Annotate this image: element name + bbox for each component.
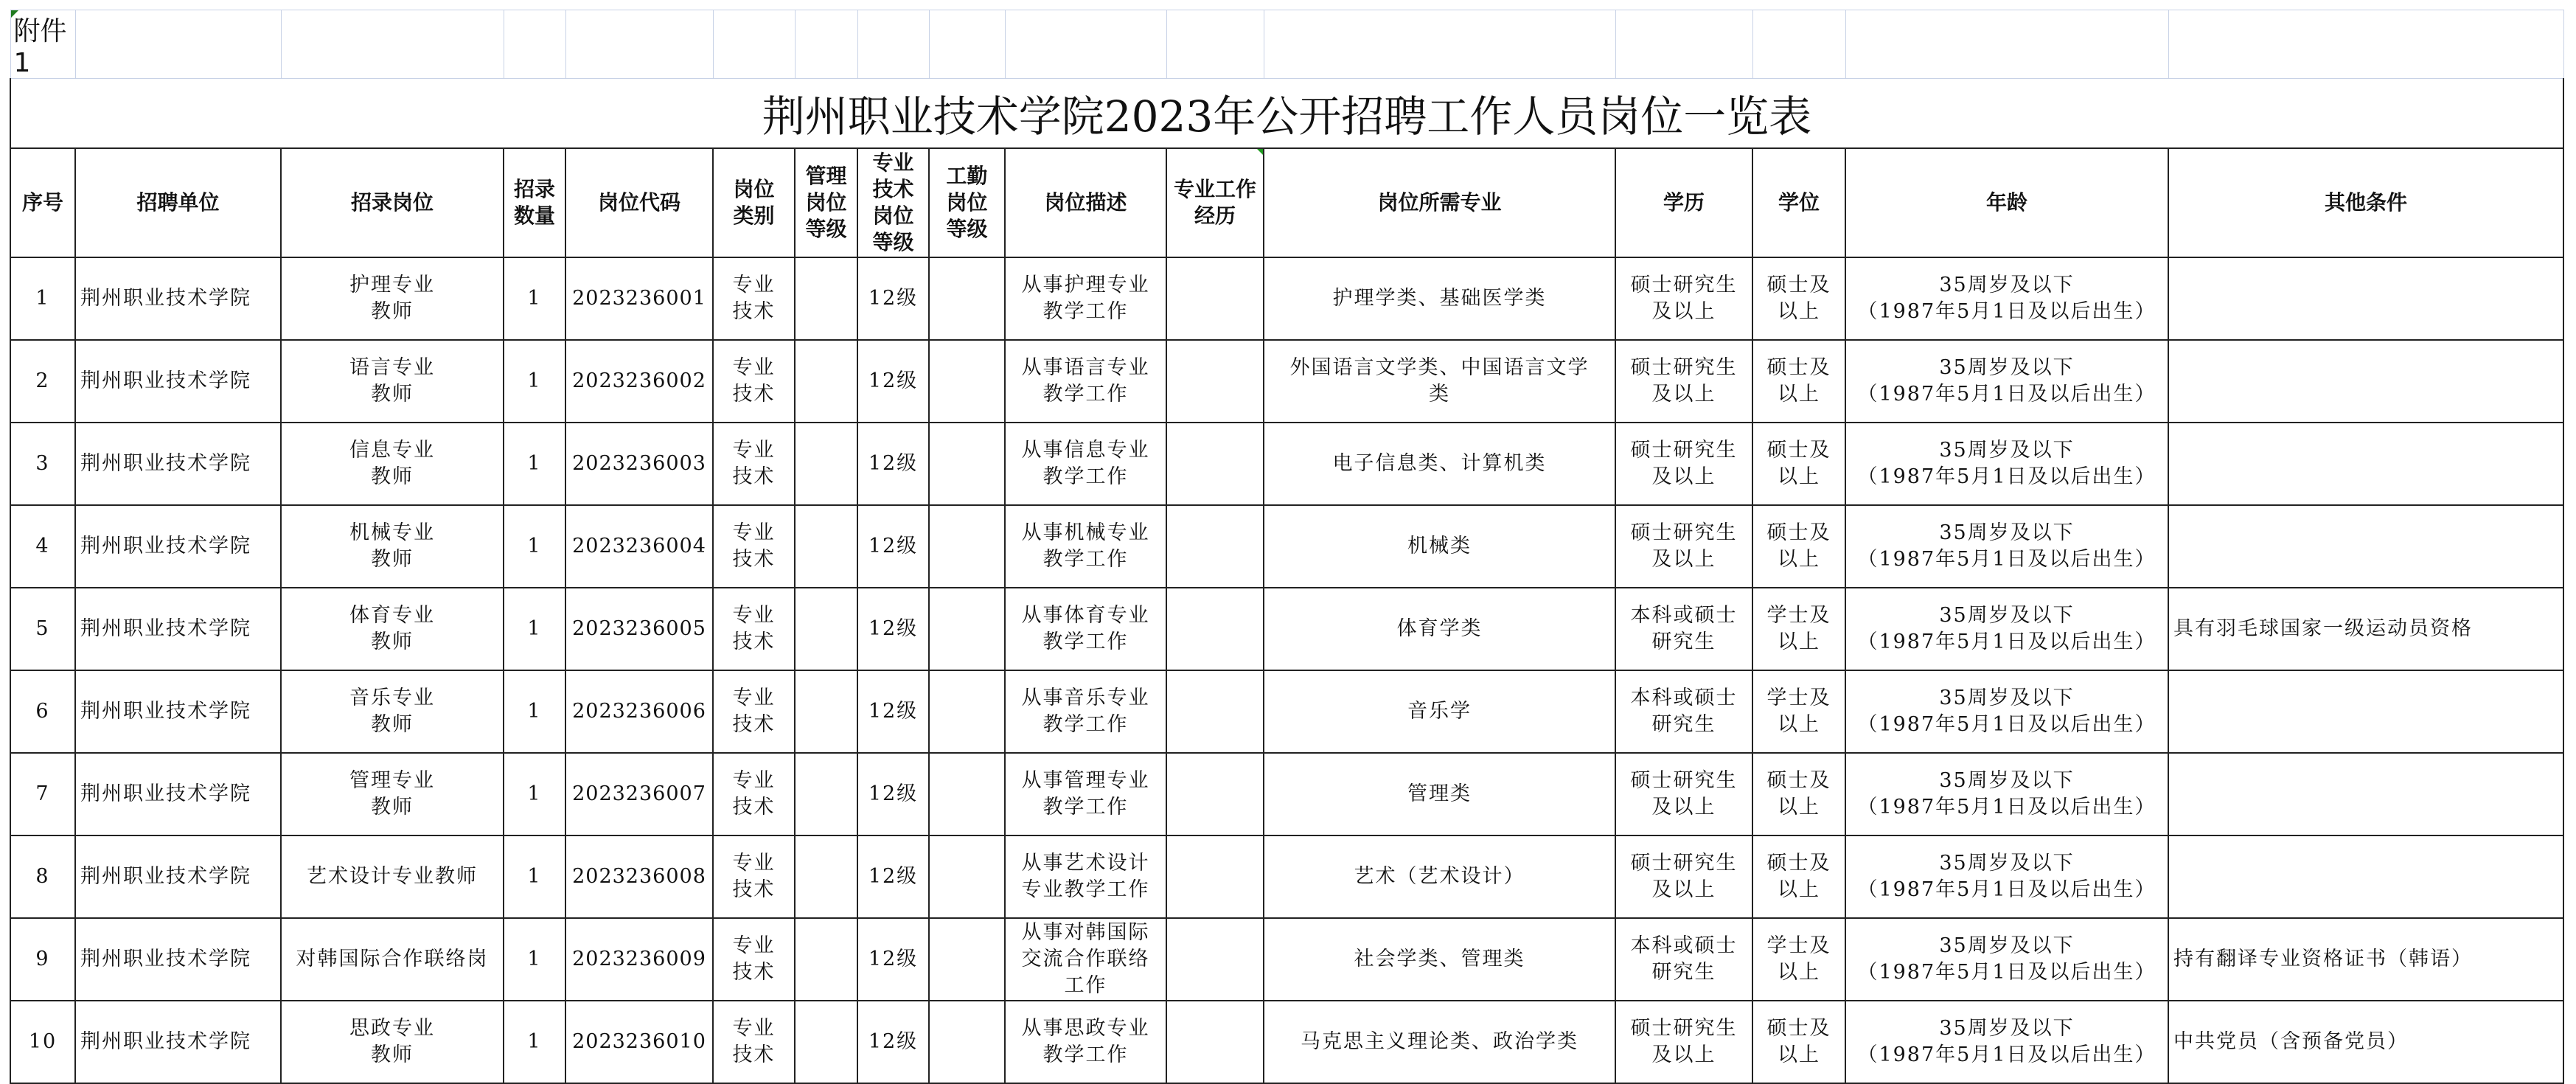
cell-service-level[interactable] <box>929 505 1005 588</box>
cell-degree[interactable]: 学士及 以上 <box>1752 670 1845 753</box>
cell-seq[interactable]: 2 <box>10 340 75 423</box>
cell-education[interactable]: 本科或硕士 研究生 <box>1615 918 1752 1001</box>
cell-quota[interactable]: 1 <box>504 257 565 340</box>
cell-seq[interactable]: 8 <box>10 835 75 918</box>
cell-code[interactable]: 2023236009 <box>565 918 713 1001</box>
header-category[interactable]: 岗位 类别 <box>713 148 795 257</box>
header-service-level[interactable]: 工勤 岗位 等级 <box>929 148 1005 257</box>
cell-unit[interactable]: 荆州职业技术学院 <box>75 588 281 670</box>
cell-degree[interactable]: 硕士及 以上 <box>1752 340 1845 423</box>
cell-degree[interactable]: 硕士及 以上 <box>1752 835 1845 918</box>
cell-education[interactable]: 硕士研究生 及以上 <box>1615 1001 1752 1083</box>
cell-seq[interactable]: 4 <box>10 505 75 588</box>
cell-description[interactable]: 从事艺术设计 专业教学工作 <box>1005 835 1166 918</box>
header-row <box>10 148 2563 257</box>
cell-education[interactable]: 硕士研究生 及以上 <box>1615 257 1752 340</box>
sheet-title[interactable]: 荆州职业技术学院2023年公开招聘工作人员岗位一览表 <box>10 79 2563 148</box>
cell-code[interactable]: 2023236004 <box>565 505 713 588</box>
cell-major[interactable]: 管理类 <box>1264 753 1615 835</box>
cell-position[interactable]: 管理专业 教师 <box>281 753 504 835</box>
table-row <box>10 257 2563 340</box>
cell-quota[interactable]: 1 <box>504 835 565 918</box>
cell-experience[interactable] <box>1166 505 1264 588</box>
header-tech-level[interactable]: 专业 技术 岗位 等级 <box>857 148 929 257</box>
cell-code[interactable]: 2023236003 <box>565 423 713 505</box>
header-major[interactable]: 岗位所需专业 <box>1264 148 1615 257</box>
cell-other[interactable] <box>2168 340 2563 423</box>
cell-category[interactable]: 专业 技术 <box>713 918 795 1001</box>
header-experience[interactable]: 专业工作 经历 <box>1166 148 1264 257</box>
cell-major[interactable]: 体育学类 <box>1264 588 1615 670</box>
cell-other[interactable]: 持有翻译专业资格证书（韩语） <box>2168 918 2563 1001</box>
cell-category[interactable]: 专业 技术 <box>713 340 795 423</box>
cell-education[interactable]: 硕士研究生 及以上 <box>1615 753 1752 835</box>
cell-other[interactable]: 具有羽毛球国家一级运动员资格 <box>2168 588 2563 670</box>
table-row <box>10 918 2563 1001</box>
header-description[interactable]: 岗位描述 <box>1005 148 1166 257</box>
cell-description[interactable]: 从事管理专业 教学工作 <box>1005 753 1166 835</box>
cell-seq[interactable]: 3 <box>10 423 75 505</box>
cell-tech-level[interactable]: 12级 <box>857 835 929 918</box>
cell-tech-level[interactable]: 12级 <box>857 588 929 670</box>
header-quota[interactable]: 招录 数量 <box>504 148 565 257</box>
cell-seq[interactable]: 1 <box>10 257 75 340</box>
cell-position[interactable]: 机械专业 教师 <box>281 505 504 588</box>
cell-other[interactable] <box>2168 670 2563 753</box>
table-row <box>10 505 2563 588</box>
cell-position[interactable]: 思政专业 教师 <box>281 1001 504 1083</box>
table-row <box>10 423 2563 505</box>
cell-tech-level[interactable]: 12级 <box>857 257 929 340</box>
cell-education[interactable]: 硕士研究生 及以上 <box>1615 423 1752 505</box>
cell-quota[interactable]: 1 <box>504 670 565 753</box>
cell-position[interactable]: 音乐专业 教师 <box>281 670 504 753</box>
cell-mgmt-level[interactable] <box>795 588 857 670</box>
cell-degree[interactable]: 硕士及 以上 <box>1752 505 1845 588</box>
cell-code[interactable]: 2023236001 <box>565 257 713 340</box>
cell-service-level[interactable] <box>929 918 1005 1001</box>
cell-education[interactable]: 硕士研究生 及以上 <box>1615 835 1752 918</box>
cell-major[interactable]: 艺术（艺术设计） <box>1264 835 1615 918</box>
cell-position[interactable]: 对韩国际合作联络岗 <box>281 918 504 1001</box>
cell-tech-level[interactable]: 12级 <box>857 505 929 588</box>
cell-mgmt-level[interactable] <box>795 340 857 423</box>
cell-description[interactable]: 从事信息专业 教学工作 <box>1005 423 1166 505</box>
cell-code[interactable]: 2023236007 <box>565 753 713 835</box>
cell-tech-level[interactable]: 12级 <box>857 1001 929 1083</box>
header-degree[interactable]: 学位 <box>1752 148 1845 257</box>
cell-education[interactable]: 硕士研究生 及以上 <box>1615 340 1752 423</box>
cell-category[interactable]: 专业 技术 <box>713 257 795 340</box>
cell-unit[interactable]: 荆州职业技术学院 <box>75 505 281 588</box>
cell-major[interactable]: 社会学类、管理类 <box>1264 918 1615 1001</box>
cell-service-level[interactable] <box>929 1001 1005 1083</box>
cell-mgmt-level[interactable] <box>795 423 857 505</box>
cell-unit[interactable]: 荆州职业技术学院 <box>75 753 281 835</box>
cell-degree[interactable]: 学士及 以上 <box>1752 588 1845 670</box>
cell-other[interactable] <box>2168 505 2563 588</box>
cell-quota[interactable]: 1 <box>504 423 565 505</box>
cell-mgmt-level[interactable] <box>795 505 857 588</box>
cell-age[interactable]: 35周岁及以下 （1987年5月1日及以后出生） <box>1845 257 2168 340</box>
cell-age[interactable]: 35周岁及以下 （1987年5月1日及以后出生） <box>1845 340 2168 423</box>
cell-unit[interactable]: 荆州职业技术学院 <box>75 835 281 918</box>
header-unit[interactable]: 招聘单位 <box>75 148 281 257</box>
cell-service-level[interactable] <box>929 753 1005 835</box>
cell-service-level[interactable] <box>929 423 1005 505</box>
cell-category[interactable]: 专业 技术 <box>713 1001 795 1083</box>
cell-unit[interactable]: 荆州职业技术学院 <box>75 918 281 1001</box>
cell-description[interactable]: 从事护理专业 教学工作 <box>1005 257 1166 340</box>
cell-degree[interactable]: 硕士及 以上 <box>1752 257 1845 340</box>
cell-category[interactable]: 专业 技术 <box>713 588 795 670</box>
cell-seq[interactable]: 7 <box>10 753 75 835</box>
cell-tech-level[interactable]: 12级 <box>857 918 929 1001</box>
cell-mgmt-level[interactable] <box>795 1001 857 1083</box>
cell-quota[interactable]: 1 <box>504 340 565 423</box>
cell-age[interactable]: 35周岁及以下 （1987年5月1日及以后出生） <box>1845 670 2168 753</box>
cell-category[interactable]: 专业 技术 <box>713 670 795 753</box>
cell-quota[interactable]: 1 <box>504 753 565 835</box>
cell-service-level[interactable] <box>929 835 1005 918</box>
cell-age[interactable]: 35周岁及以下 （1987年5月1日及以后出生） <box>1845 505 2168 588</box>
title-row <box>10 79 2563 148</box>
cell-seq[interactable]: 9 <box>10 918 75 1001</box>
cell-age[interactable]: 35周岁及以下 （1987年5月1日及以后出生） <box>1845 918 2168 1001</box>
cell-category[interactable]: 专业 技术 <box>713 505 795 588</box>
cell-experience[interactable] <box>1166 1001 1264 1083</box>
cell-quota[interactable]: 1 <box>504 918 565 1001</box>
cell-category[interactable]: 专业 技术 <box>713 423 795 505</box>
cell-position[interactable]: 艺术设计专业教师 <box>281 835 504 918</box>
cell-description[interactable]: 从事对韩国际 交流合作联络 工作 <box>1005 918 1166 1001</box>
header-education[interactable]: 学历 <box>1615 148 1752 257</box>
header-other[interactable]: 其他条件 <box>2168 148 2563 257</box>
cell-other[interactable] <box>2168 423 2563 505</box>
cell-degree[interactable]: 硕士及 以上 <box>1752 1001 1845 1083</box>
cell-tech-level[interactable]: 12级 <box>857 753 929 835</box>
cell-position[interactable]: 体育专业 教师 <box>281 588 504 670</box>
cell-major[interactable]: 音乐学 <box>1264 670 1615 753</box>
cell-unit[interactable]: 荆州职业技术学院 <box>75 1001 281 1083</box>
cell-code[interactable]: 2023236005 <box>565 588 713 670</box>
cell-experience[interactable] <box>1166 835 1264 918</box>
cell-code[interactable]: 2023236002 <box>565 340 713 423</box>
cell-experience[interactable] <box>1166 670 1264 753</box>
cell-major[interactable]: 护理学类、基础医学类 <box>1264 257 1615 340</box>
cell-age[interactable]: 35周岁及以下 （1987年5月1日及以后出生） <box>1845 753 2168 835</box>
cell-quota[interactable]: 1 <box>504 588 565 670</box>
cell-experience[interactable] <box>1166 753 1264 835</box>
cell-tech-level[interactable]: 12级 <box>857 423 929 505</box>
cell-service-level[interactable] <box>929 257 1005 340</box>
cell-mgmt-level[interactable] <box>795 257 857 340</box>
cell-experience[interactable] <box>1166 423 1264 505</box>
table-row <box>10 340 2563 423</box>
cell-seq[interactable]: 10 <box>10 1001 75 1083</box>
cell-major[interactable]: 机械类 <box>1264 505 1615 588</box>
recruitment-table <box>10 10 2564 1084</box>
header-age[interactable]: 年龄 <box>1845 148 2168 257</box>
cell-other[interactable] <box>2168 835 2563 918</box>
cell-other[interactable] <box>2168 257 2563 340</box>
header-position[interactable]: 招录岗位 <box>281 148 504 257</box>
cell-category[interactable]: 专业 技术 <box>713 835 795 918</box>
cell-mgmt-level[interactable] <box>795 670 857 753</box>
cell-education[interactable]: 本科或硕士 研究生 <box>1615 670 1752 753</box>
cell-code[interactable]: 2023236010 <box>565 1001 713 1083</box>
cell-code[interactable]: 2023236008 <box>565 835 713 918</box>
cell-major[interactable]: 电子信息类、计算机类 <box>1264 423 1615 505</box>
cell-description[interactable]: 从事机械专业 教学工作 <box>1005 505 1166 588</box>
cell-unit[interactable]: 荆州职业技术学院 <box>75 670 281 753</box>
cell-service-level[interactable] <box>929 340 1005 423</box>
cell-other[interactable] <box>2168 753 2563 835</box>
table-row <box>10 670 2563 753</box>
cell-quota[interactable]: 1 <box>504 1001 565 1083</box>
cell-seq[interactable]: 6 <box>10 670 75 753</box>
cell-major[interactable]: 外国语言文学类、中国语言文学 类 <box>1264 340 1615 423</box>
cell-description[interactable]: 从事语言专业 教学工作 <box>1005 340 1166 423</box>
cell-quota[interactable]: 1 <box>504 505 565 588</box>
attachment-row <box>10 10 2563 79</box>
header-mgmt-level[interactable]: 管理 岗位 等级 <box>795 148 857 257</box>
cell-code[interactable]: 2023236006 <box>565 670 713 753</box>
cell-tech-level[interactable]: 12级 <box>857 670 929 753</box>
cell-unit[interactable]: 荆州职业技术学院 <box>75 340 281 423</box>
cell-experience[interactable] <box>1166 918 1264 1001</box>
cell-age[interactable]: 35周岁及以下 （1987年5月1日及以后出生） <box>1845 1001 2168 1083</box>
cell-mgmt-level[interactable] <box>795 753 857 835</box>
cell-description[interactable]: 从事思政专业 教学工作 <box>1005 1001 1166 1083</box>
cell-position[interactable]: 护理专业 教师 <box>281 257 504 340</box>
cell-experience[interactable] <box>1166 257 1264 340</box>
cell-position[interactable]: 语言专业 教师 <box>281 340 504 423</box>
cell-experience[interactable] <box>1166 340 1264 423</box>
table-row <box>10 835 2563 918</box>
cell-description[interactable]: 从事音乐专业 教学工作 <box>1005 670 1166 753</box>
cell-age[interactable]: 35周岁及以下 （1987年5月1日及以后出生） <box>1845 835 2168 918</box>
cell-seq[interactable]: 5 <box>10 588 75 670</box>
header-seq[interactable]: 序号 <box>10 148 75 257</box>
cell-degree[interactable]: 硕士及 以上 <box>1752 753 1845 835</box>
table-row <box>10 588 2563 670</box>
cell-education[interactable]: 硕士研究生 及以上 <box>1615 505 1752 588</box>
cell-education[interactable]: 本科或硕士 研究生 <box>1615 588 1752 670</box>
attachment-label[interactable]: 附件1 <box>10 10 75 79</box>
table-row <box>10 753 2563 835</box>
cell-service-level[interactable] <box>929 670 1005 753</box>
cell-mgmt-level[interactable] <box>795 918 857 1001</box>
cell-experience[interactable] <box>1166 588 1264 670</box>
cell-degree[interactable]: 硕士及 以上 <box>1752 423 1845 505</box>
table-row <box>10 1001 2563 1083</box>
cell-service-level[interactable] <box>929 588 1005 670</box>
cell-category[interactable]: 专业 技术 <box>713 753 795 835</box>
cell-age[interactable]: 35周岁及以下 （1987年5月1日及以后出生） <box>1845 588 2168 670</box>
cell-mgmt-level[interactable] <box>795 835 857 918</box>
cell-age[interactable]: 35周岁及以下 （1987年5月1日及以后出生） <box>1845 423 2168 505</box>
cell-unit[interactable]: 荆州职业技术学院 <box>75 257 281 340</box>
cell-description[interactable]: 从事体育专业 教学工作 <box>1005 588 1166 670</box>
cell-other[interactable]: 中共党员（含预备党员） <box>2168 1001 2563 1083</box>
cell-major[interactable]: 马克思主义理论类、政治学类 <box>1264 1001 1615 1083</box>
cell-degree[interactable]: 学士及 以上 <box>1752 918 1845 1001</box>
cell-unit[interactable]: 荆州职业技术学院 <box>75 423 281 505</box>
header-code[interactable]: 岗位代码 <box>565 148 713 257</box>
cell-position[interactable]: 信息专业 教师 <box>281 423 504 505</box>
cell-tech-level[interactable]: 12级 <box>857 340 929 423</box>
